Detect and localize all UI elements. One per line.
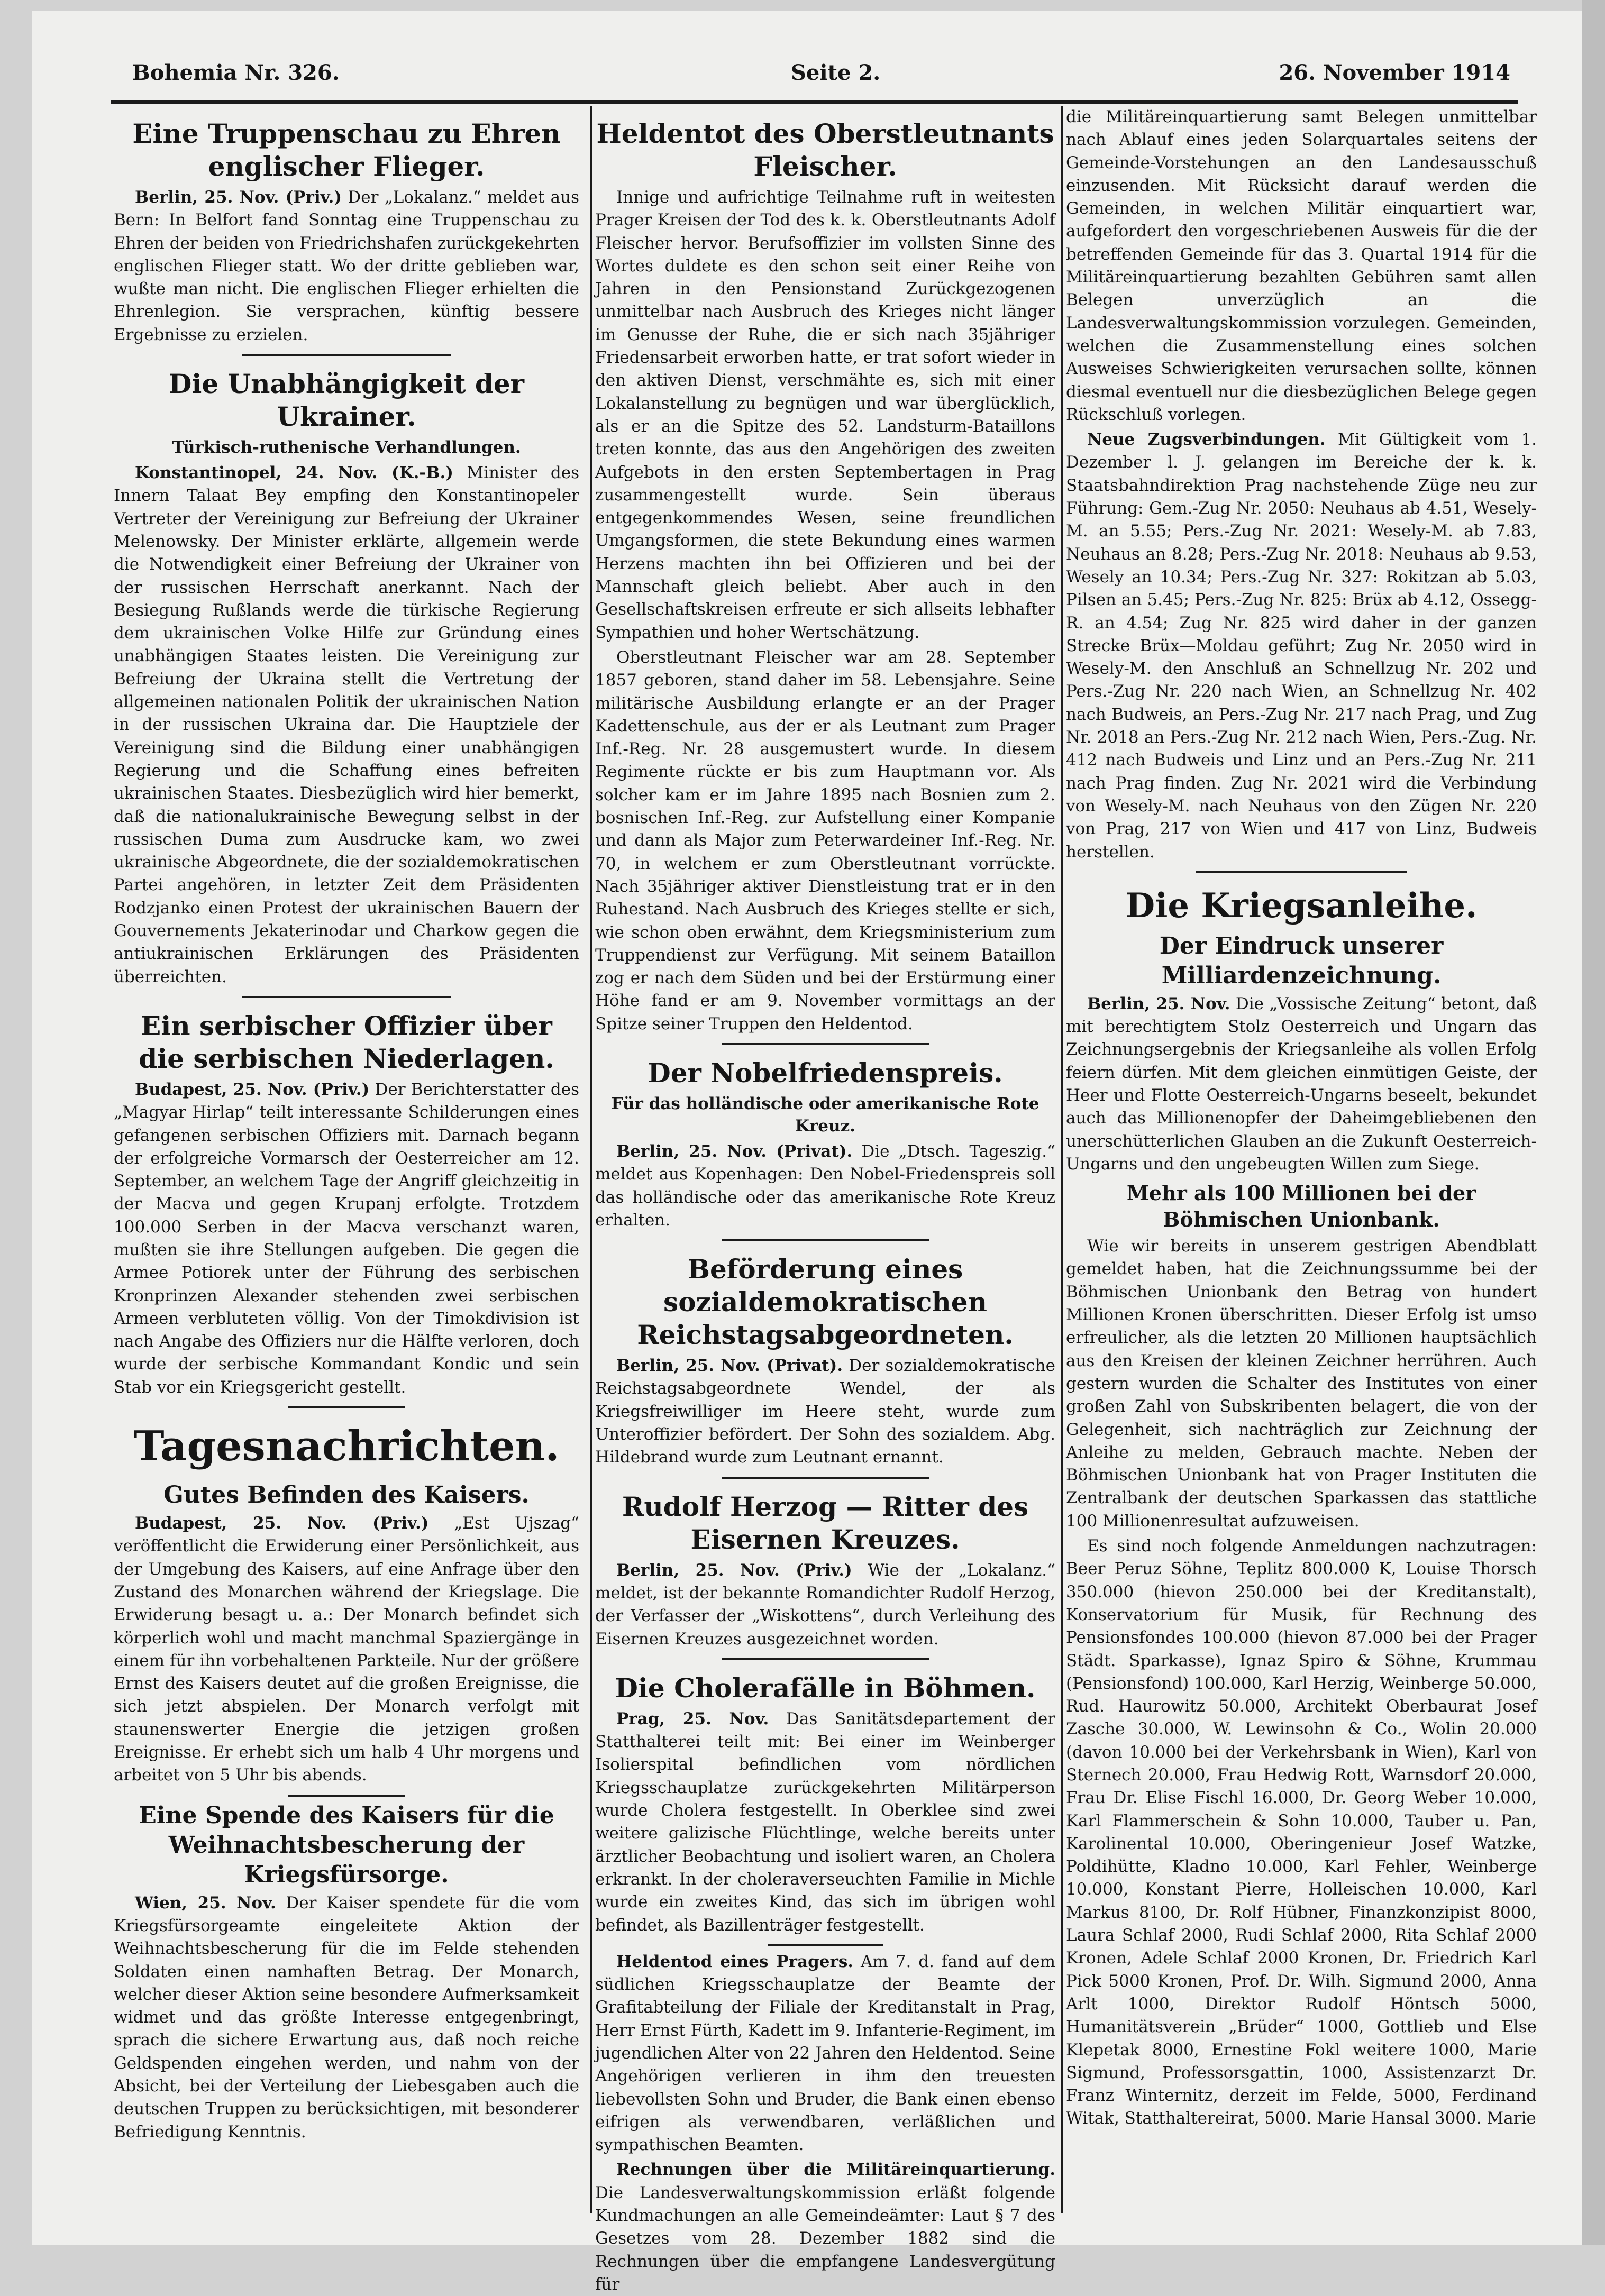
- headline-cholerafaelle: Die Cholerafälle in Böhmen.: [615, 1672, 1036, 1704]
- separator: [722, 1239, 929, 1241]
- article-body: Die „Dtsch. Tageszig.“ meldet aus Kopenhagen: Den Nobel-Friedenspreis soll das holländische oder das amerikanische Rote Kreuz erhalten.: [595, 1141, 1055, 1230]
- article-rechnungen: [595, 2158, 1055, 2296]
- section-title-tagesnachrichten: Tagesnachrichten.: [133, 1422, 560, 1471]
- article-body: Der sozialdemokratische Reichstagsabgeordnete Wendel, der als Kriegsfreiwilliger im Heere steht, wurde zum Unteroffizier befördert. Der Sohn des sozialdem. Abg. Hildebrand wurde zum Leutnant ernannt.: [595, 1356, 1055, 1467]
- headline-heldentot-fleischer: Heldentot des Oberstleutnants Fleischer.: [596, 118, 1054, 182]
- article-befoerderung: [595, 1355, 1055, 1469]
- separator: [242, 996, 451, 998]
- headline-rudolf-herzog: Rudolf Herzog — Ritter des Eisernen Kreuzes.: [622, 1490, 1029, 1555]
- article-zugsverbindungen: [1066, 428, 1537, 864]
- headline-ukrainer: Die Unabhängigkeit der Ukrainer.: [169, 368, 524, 433]
- run-in-heading: Neue Zugsverbindungen.: [1087, 430, 1326, 450]
- article-kriegsanleihe: [1066, 993, 1537, 1176]
- article-befinden-kaisers: [114, 1512, 579, 1787]
- headline-befinden-kaisers: Gutes Befinden des Kaisers.: [163, 1481, 530, 1509]
- headline-befoerderung: Beförderung eines sozialdemokratischen Reichstagsabgeordneten.: [637, 1254, 1014, 1351]
- page-header: [108, 57, 1516, 94]
- article-ukrainer: [114, 462, 579, 989]
- issue-date: 26. November 1914: [1279, 60, 1510, 85]
- dateline: Konstantinopel, 24. Nov. (K.-B.): [135, 463, 453, 483]
- article-body: Mit Gültigkeit vom 1. Dezember l. J. gelangen im Bereiche der k. k. Staatsbahndirektion Prag nachstehende Züge neu zur Führung: Gem.-Zug Nr. 2050: Neuhaus ab 4.51, Wesely-M. an 5.55; Pers.-Zug Nr. 2021: Wesely-M. ab 7.83, Neuhaus an 8.28; Pers.-Zug Nr. 2018: Neuhaus ab 9.53, Wesely an 10.34; Pers.-Zug Nr. 327: Rokitzan ab 5.03, Pilsen an 5.45; Pers.-Zug Nr. 825: Brüx ab 4.12, Ossegg-R. an 4.54; Zug Nr. 825 wird daher in der ganzen Strecke Brüx—Moldau geführt; Zug Nr. 2050 wird in Wesely-M. den Anschluß an Schnellzug Nr. 202 und Pers.-Zug Nr. 220 nach Wien, an Schnellzug Nr. 402 nach Budweis, an Pers.-Zug Nr. 217 nach Prag, und Zug Nr. 2018 an Pers.-Zug Nr. 212 nach Wien, Pers.-Zug. Nr. 412 nach Budweis und Linz und an Pers.-Zug Nr. 211 nach Prag finden. Zug Nr. 2021 wird die Verbindung von Wesely-M. nach Neuhaus von den Zügen Nr. 220 von Prag, 217 von Wien und 417 von Linz, Budweis herstellen.: [1066, 430, 1537, 862]
- headline-unionbank: Mehr als 100 Millionen bei der Böhmischen Unionbank.: [1126, 1181, 1476, 1232]
- headline-truppenschau: Eine Truppenschau zu Ehren englischer Flieger.: [132, 118, 561, 182]
- separator: [768, 1944, 883, 1946]
- article-heldentod-pragers: [595, 1951, 1055, 2157]
- column-rule-1: [590, 106, 592, 2213]
- article-nobelfriedenspreis: [595, 1140, 1055, 1232]
- run-in-heading: Rechnungen über die Militäreinquartierung.: [616, 2160, 1055, 2180]
- article-unionbank: Wie wir bereits in unserem gestrigen Abendblatt gemeldet haben, hat die Zeichnungssumme bei der Böhmischen Unionbank den Betrag von hundert Millionen Kronen überschritten. Dieser Erfolg ist umso erfreulicher, als die letzten 20 Millionen hauptsächlich aus den Kreisen der kleinen Zeichner herrühren. Auch gestern wurden die Schalter des Institutes von einer großen Zahl von Subskribenten belagert, die von der Gelegenheit, sich nachträglich zur Zeichnung der Anleihe zu melden, Gebrauch machte. Neben der Böhmischen Unionbank hat von Prager Instituten die Zentralbank der deutschen Sparkassen das stattliche 100 Millionenresultat aufzuweisen.: [1066, 1237, 1537, 1531]
- article-spende-kaisers: [114, 1892, 579, 2144]
- dateline: Berlin, 25. Nov.: [1087, 994, 1230, 1013]
- run-in-heading: Heldentod eines Pragers.: [616, 1952, 854, 1971]
- article-body: Wie der „Lokalanz.“ meldet, ist der bekannte Romandichter Rudolf Herzog, der Verfasser der „Wiskottens“, durch Verleihung des Eisernen Kreuzes ausgezeichnet worden.: [595, 1560, 1056, 1649]
- column-1: [114, 106, 579, 2213]
- article-body: Der Berichterstatter des „Magyar Hirlap“ teilt interessante Schilderungen eines gefangenen serbischen Offiziers mit. Darnach begann der erfolgreiche Vormarsch der Oesterreicher am 12. September, an welchem Tage der Angriff gleichzeitig in der Macva und gegen Krupanj erfolgte. Trotzdem 100.000 Serben in der Macva verschanzt waren, mußten sie ihre Stellungen aufgeben. Die gegen die Armee Potiorek unter der Führung des serbischen Kronprinzen Alexander stehenden zwei serbischen Armeen verbluteten völlig. Von der Timokdivision ist nach Angabe des Offiziers nur die Hälfte verloren, doch wurde der serbische Kommandant Kondic und sein Stab vor ein Kriegsgericht gestellt.: [114, 1080, 579, 1397]
- dateline: Budapest, 25. Nov. (Priv.): [135, 1514, 429, 1533]
- article-rechnungen-cont: die Militäreinquartierung samt Belegen unmittelbar nach Ablauf eines jeden Solarquartales seitens der Gemeinde-Vorstehungen an den Landesausschuß einzusenden. Mit Rücksicht darauf werden die Gemeinden, in welchen Militär einquartiert war, aufgefordert den vorgeschriebenen Ausweis für die der betreffenden Gemeinde für das 3. Quartal 1914 für die Militäreinquartierung bezahlten Gebühren samt allen Belegen unverzüglich an die Landesverwaltungskommission vorzulegen. Gemeinden, welchen die Zusammenstellung eines solchen Ausweises Schwierigkeiten verursachen sollte, können diesmal eventuell nur die diesbezüglichen Belege gegen Rückschluß vorlegen.: [1066, 107, 1537, 424]
- article-truppenschau: [114, 186, 579, 346]
- article-body: Am 7. d. fand auf dem südlichen Kriegsschauplatze der Beamte der Grafitabteilung der Filiale der Kreditanstalt in Prag, Herr Ernst Fürth, Kadett im 9. Infanterie-Regiment, im jugendlichen Alter von 22 Jahren den Heldentod. Seine Angehörigen verlieren in ihm den treuesten liebevollsten Sohn und Bruder, die Bank einen ebenso eifrigen als verwendbaren, verläßlichen und sympathischen Beamten.: [595, 1952, 1055, 2155]
- subheadline-nobelfriedenspreis: Für das holländische oder amerikanische Rote Kreuz.: [611, 1094, 1039, 1136]
- subheadline-ukrainer: Türkisch-ruthenische Verhandlungen.: [172, 438, 521, 458]
- column-3: [1066, 106, 1537, 2213]
- separator: [722, 1658, 929, 1660]
- dateline: Berlin, 25. Nov. (Privat).: [616, 1141, 853, 1161]
- column-2: [595, 106, 1056, 2294]
- headline-spende-kaisers: Eine Spende des Kaisers für die Weihnachtsbescherung der Kriegsfürsorge.: [139, 1801, 554, 1888]
- dateline: Berlin, 25. Nov. (Privat).: [616, 1356, 843, 1376]
- column-rule-2: [1061, 106, 1063, 2213]
- article-rudolf-herzog: [595, 1559, 1055, 1651]
- article-heldentot-fleischer: Innige und aufrichtige Teilnahme ruft in weitesten Prager Kreisen der Tod des k. k. Oberstleutnants Adolf Fleischer hervor. Berufsoffizier im vollsten Sinne des Wortes duldete es den schon seit einer Reihe von Jahren in den Pensionstand Zurückgezogenen unmittelbar nach Ausbruch des Krieges nicht länger im Genusse der Ruhe, die er sich nach 35jähriger Friedensarbeit erworben hatte, er trat sofort wieder in den aktiven Dienst, verschmähte es, sich mit einer Lokalanstellung zu begnügen und war überglücklich, als er an die Spitze des 52. Landsturm-Bataillons treten konnte, das aus den Angehörigen des zweiten Aufgebots in den ersten Septembertagen in Prag zusammengestellt wurde. Sein überaus entgegenkommendes Wesen, seine freundlichen Umgangsformen, die stete Bekundung eines warmen Herzens machten ihn bei Offizieren und bei der Mannschaft gleich beliebt. Aber auch in den Gesellschaftskreisen erfreute er sich allseits lebhafter Sympathien und hoher Wertschätzung.: [595, 188, 1055, 642]
- article-cholerafaelle: [595, 1708, 1055, 1937]
- dateline: Berlin, 25. Nov. (Priv.): [135, 188, 342, 207]
- headline-nobelfriedenspreis: Der Nobelfriedenspreis.: [648, 1057, 1003, 1088]
- article-body: Die „Vossische Zeitung“ betont, daß mit berechtigtem Stolz Oesterreich und Ungarn das Zeichnungsergebnis der Kriegsanleihe als vollen Erfolg feiern dürfen. Mit dem gleichen einmütigen Geiste, der Heer und Flotte Oesterreich-Ungarns beseelt, bekundet auch das Millionenopfer der Daheimgebliebenen den unerschütterlichen Glauben an die Zukunft Oesterreich-Ungarns und den ungebeugten Willen zum Siege.: [1066, 994, 1537, 1174]
- header-rule: [111, 100, 1518, 104]
- subheadline-kriegsanleihe: Der Eindruck unserer Milliardenzeichnung.: [1159, 932, 1444, 989]
- separator: [1196, 871, 1408, 873]
- page-number: Seite 2.: [791, 60, 881, 85]
- headline-kriegsanleihe: Die Kriegsanleihe.: [1125, 885, 1478, 926]
- article-body: „Est Ujszag“ veröffentlicht die Erwiderung einer Persönlichkeit, aus der Umgebung des Kaisers, auf eine Anfrage über den Zustand des Monarchen während der Kriegslage. Die Erwiderung besagt u. a.: Der Monarch befindet sich körperlich wohl und macht manchmal Spaziergänge in einem für ihn vorbehaltenen Parkteile. Nur der größere Ernst des Kaisers deutet auf die großen Ereignisse, die sich jetzt abspielen. Der Monarch verfolgt mit staunenswerter Energie die jetzigen großen Ereignisse. Er erhebt sich um halb 4 Uhr morgens und arbeitet von 5 Uhr bis abends.: [114, 1514, 579, 1785]
- article-anmeldungen: Es sind noch folgende Anmeldungen nachzutragen: Beer Peruz Söhne, Teplitz 800.000 K, Louise Thorsch 350.000 (hievon 250.000 bei der Kreditanstalt), Konservatorium für Musik, für Rechnung des Pensionsfondes 100.000 (hievon 87.000 bei der Prager Städt. Sparkasse), Ignaz Spiro & Söhne, Krummau (Pensionsfond) 100.000, Karl Herzig, Weinberge 50.000, Rud. Haurowitz 50.000, Architekt Oberbaurat Josef Zasche 30.000, W. Lewinsohn & Co., Wolin 20.000 (davon 10.000 bei der Verkehrsbank in Wien), Karl von Sternech 20.000, Frau Hedwig Rott, Warnsdorf 20.000, Frau Dr. Elise Fischl 16.000, Dr. Georg Weber 10.000, Karl Flammerschein & Sohn 10.000, Tauber u. Pan, Karolinental 10.000, Oberingenieur Josef Watzke, Poldihütte, Kladno 10.000, Karl Fehler, Weinberge 10.000, Konstant Pierre, Holleischen 10.000, Karl Markus 8100, Dr. Rolf Hübner, Finanzkonzipist 8000, Laura Schlaf 2000, Rudi Schlaf 2000, Rita Schlaf 2000 Kronen, Adele Schlaf 2000 Kronen, Dr. Friedrich Karl Pick 5000 Kronen, Prof. Dr. Wilh. Sigmund 2000, Anna Arlt 1000, Direktor Rudolf Höntsch 5000, Humanitätsverein „Brüder“ 1000, Gottlieb und Else Klepetak 8000, Ernestine Fokl weitere 1000, Marie Sigmund, Professorsgattin, 1000, Assistenzarzt Dr. Franz Winternitz, derzeit im Felde, 5000, Ferdinand Witak, Statthaltereirat, 5000. Marie Hansal 3000. Marie: [1066, 1536, 1537, 2128]
- article-heldentot-fleischer-cont: Oberstleutnant Fleischer war am 28. September 1857 geboren, stand daher im 58. Lebensjahre. Seine militärische Ausbildung erlangte er an der Prager Kadettenschule, aus der er als Leutnant zum Prager Inf.-Reg. Nr. 28 ausgemustert wurde. In diesem Regimente rückte er bis zum Hauptmann vor. Als solcher kam er im Jahre 1895 nach Bosnien zum 2. bosnischen Inf.-Reg. zur Aufstellung einer Kompanie und dann als Major zum Peterwardeiner Inf.-Reg. Nr. 70, in welchem er zum Oberstleutnant vorrückte. Nach 35jähriger aktiver Dienstleistung trat er in den Ruhestand. Nach Ausbruch des Krieges stellte er sich, wie schon oben erwähnt, dem Kriegsministerium zum Truppendienst zur Verfügung. Mit seinem Bataillon zog er nach dem Süden und bei der Erstürmung einer Höhe fand er am 9. November vormittags an der Spitze seiner Truppen den Heldentod.: [595, 647, 1055, 1033]
- separator: [722, 1477, 929, 1479]
- dateline: Budapest, 25. Nov. (Priv.): [135, 1080, 370, 1099]
- article-serbischer-offizier: [114, 1078, 579, 1399]
- newspaper-issue: Bohemia Nr. 326.: [132, 60, 340, 85]
- separator: [288, 1795, 405, 1797]
- article-body: Der „Lokalanz.“ meldet aus Bern: In Belfort fand Sonntag eine Truppenschau zu Ehren der beiden von Friedrichshafen zurückgekehrten englischen Flieger statt. Wo der dritte geblieben war, wußte man nicht. Die englischen Flieger erhielten die Ehrenlegion. Sie versprachen, künftig bessere Ergebnisse zu erzielen.: [114, 188, 580, 344]
- headline-serbischer-offizier: Ein serbischer Offizier über die serbischen Niederlagen.: [139, 1010, 554, 1074]
- article-body: Das Sanitätsdepartement der Statthalterei teilt mit: Bei einer im Weinberger Isolierspital befindlichen vom nördlichen Kriegsschauplatze zurückgekehrten Militärperson wurde Cholera festgestellt. In Oberklee sind zwei weitere galizische Flüchtlinge, welche bereits unter ärztlicher Beobachtung und isoliert waren, an Cholera erkrankt. In der choleraverseuchten Familie in Michle wurde ein zweites Kind, das sich im übrigen wohl befindet, als Bazillenträger festgestellt.: [595, 1709, 1055, 1935]
- separator: [242, 354, 451, 356]
- separator: [288, 1406, 405, 1408]
- dateline: Wien, 25. Nov.: [135, 1893, 276, 1913]
- separator: [722, 1043, 929, 1045]
- article-body: Der Kaiser spendete für die vom Kriegsfürsorgeamte eingeleitete Aktion der Weihnachtsbescherung für die im Felde stehenden Soldaten einen namhaften Betrag. Der Monarch, welcher dieser Aktion seine besondere Aufmerksamkeit widmet und das größte Interesse entgegenbringt, sprach die sichere Erwartung aus, daß noch reiche Geldspenden eingehen werden, und nahm von der Absicht, bei der Verteilung der Liebesgaben auch die deutschen Truppen zu berücksichtigen, mit besonderer Befriedigung Kenntnis.: [114, 1893, 579, 2142]
- article-body: Die Landesverwaltungskommission erläßt folgende Kundmachungen an alle Gemeindeämter: Laut § 7 des Gesetzes vom 28. Dezember 1882 sind die Rechnungen über die empfangene Landesvergütung für: [595, 2183, 1055, 2294]
- article-body: Minister des Innern Talaat Bey empfing den Konstantinopeler Vertreter der Vereinigung zur Befreiung der Ukrainer Melenowsky. Der Minister erklärte, allgemein werde die Notwendigkeit einer Befreiung der Ukrainer von der russischen Herrschaft anerkannt. Nach der Besiegung Rußlands werde die türkische Regierung dem ukrainischen Volke Hilfe zur Gründung eines unabhängigen Staates leisten. Die Vereinigung zur Befreiung der Ukraina stellt die Vertretung der allgemeinen nationalen Politik der ukrainischen Nation in der russischen Ukraina dar. Die Hauptziele der Vereinigung sind die Bildung einer unabhängigen Regierung und die Schaffung eines befreiten ukrainischen Staates. Diesbezüglich wird hier bemerkt, daß die nationalukrainische Bewegung selbst in der russischen Duma zum Ausdrucke kam, wo zwei ukrainische Abgeordnete, die der sozialdemokratischen Partei angehören, in letzter Zeit dem Präsidenten Rodzjanko einen Protest der ukrainischen Bauern der Gouvernements Jekaterinodar und Charkow gegen die antiukrainischen Erklärungen des Präsidenten überreichten.: [114, 463, 579, 986]
- page-edge-shadow: [1582, 0, 1605, 2245]
- dateline: Prag, 25. Nov.: [616, 1709, 769, 1728]
- dateline: Berlin, 25. Nov. (Priv.): [616, 1560, 852, 1580]
